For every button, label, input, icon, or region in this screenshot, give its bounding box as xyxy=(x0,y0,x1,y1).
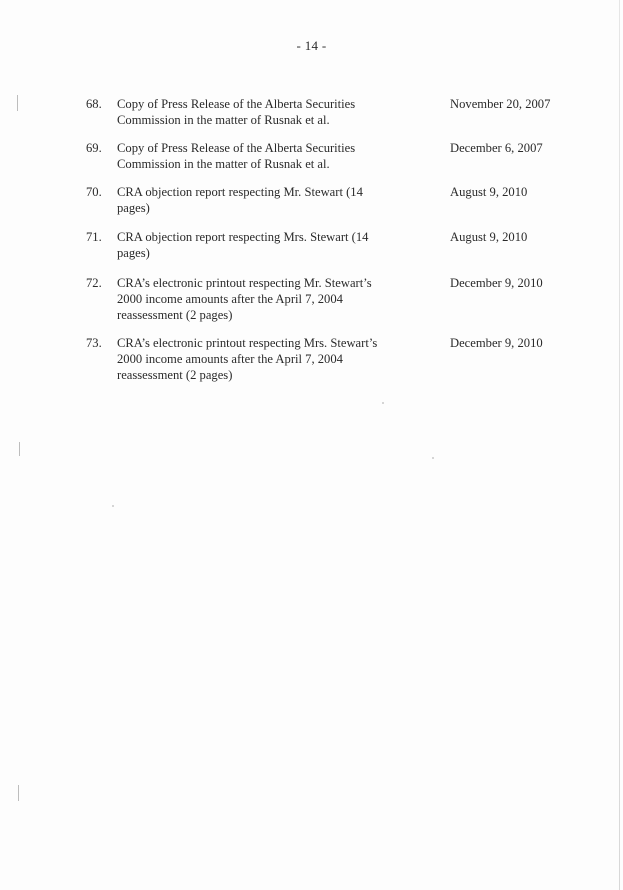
entry-number: 73. xyxy=(86,336,102,350)
scan-speck xyxy=(112,505,114,507)
entry-description: CRA’s electronic printout respecting Mr. Stewart’s 2000 income amounts after the April 7, 2004 reassessment (2 pages) xyxy=(117,276,372,322)
entry-description: CRA’s electronic printout respecting Mrs. Stewart’s 2000 income amounts after the April 7, 2004 reassessment (2 pages) xyxy=(117,336,378,382)
entry-date: November 20, 2007 xyxy=(450,97,551,111)
scan-mark xyxy=(18,785,19,801)
entry-number: 71. xyxy=(86,230,102,244)
exhibit-list xyxy=(0,96,623,395)
entry-number: 68. xyxy=(86,97,102,111)
entry-description: Copy of Press Release of the Alberta Securities Commission in the matter of Rusnak et al. xyxy=(117,141,356,171)
entry-number: 72. xyxy=(86,276,102,290)
page-number: - 14 - xyxy=(296,38,327,53)
entry-date: December 6, 2007 xyxy=(450,141,543,155)
list-item xyxy=(0,275,623,335)
list-item xyxy=(0,184,623,229)
entry-description: CRA objection report respecting Mrs. Stewart (14 pages) xyxy=(117,230,369,260)
list-item xyxy=(0,96,623,140)
entry-description: Copy of Press Release of the Alberta Securities Commission in the matter of Rusnak et al. xyxy=(117,97,356,127)
entry-description: CRA objection report respecting Mr. Stewart (14 pages) xyxy=(117,185,363,215)
entry-number: 70. xyxy=(86,185,102,199)
entry-date: December 9, 2010 xyxy=(450,336,543,350)
list-item xyxy=(0,229,623,275)
entry-date: December 9, 2010 xyxy=(450,276,543,290)
entry-date: August 9, 2010 xyxy=(450,230,528,244)
scan-speck xyxy=(382,402,384,404)
scan-mark xyxy=(19,442,20,456)
list-item xyxy=(0,140,623,184)
entry-date: August 9, 2010 xyxy=(450,185,528,199)
entry-number: 69. xyxy=(86,141,102,155)
scan-speck xyxy=(432,457,434,459)
list-item xyxy=(0,335,623,395)
